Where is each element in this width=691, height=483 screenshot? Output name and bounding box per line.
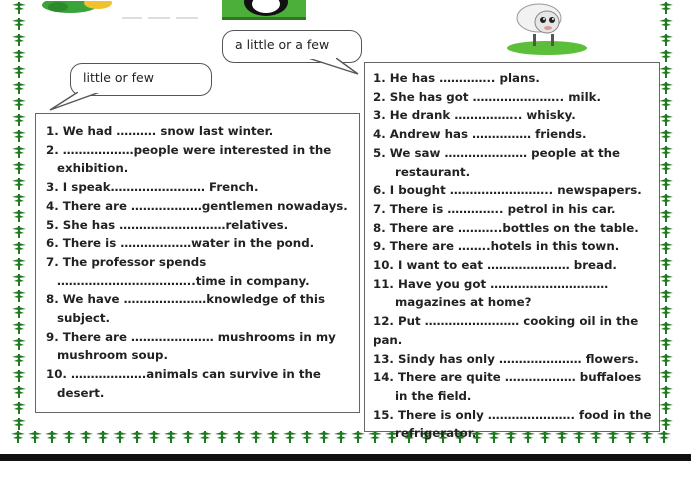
list-item: subject. [57, 311, 111, 326]
list-item: 7. The professor spends [46, 254, 207, 269]
list-item: exhibition. [57, 161, 129, 176]
list-item: 9. There are ……..hotels in this town. [373, 239, 620, 254]
list-item: 15. There is only …………………. food in the [373, 407, 652, 422]
bubble-label-right: a little or a few [235, 37, 330, 52]
list-item: 13. Sindy has only ………………… flowers. [373, 351, 639, 366]
list-item: 4. Andrew has …………… friends. [373, 127, 587, 142]
list-item: 10. I want to eat ………………… bread. [373, 258, 617, 273]
list-item: 2. ………………people were interested in the [46, 142, 332, 157]
list-item: 3. I speak…………………… French. [46, 180, 259, 195]
list-item: 5. She has ………………………relatives. [46, 217, 289, 232]
list-item: in the field. [395, 388, 472, 403]
exercise-box-left [35, 113, 360, 413]
list-item: ……………………………..time in company. [57, 273, 310, 288]
list-item: 14. There are quite ……………… buffaloes [373, 370, 642, 385]
list-item: 6. I bought …………………….. newspapers. [373, 183, 642, 198]
bubble-tail-right [300, 58, 362, 76]
list-item: 2. She has got ………………….. milk. [373, 89, 601, 104]
list-item: 8. We have …………………knowledge of this [46, 292, 325, 307]
list-item: mushroom soup. [57, 348, 168, 363]
bubble-label-left: little or few [83, 70, 154, 85]
exercise-box-right [364, 62, 660, 441]
list-item: 5. We saw ………………… people at the [373, 145, 621, 160]
list-item: 3. He drank …………….. whisky. [373, 108, 576, 123]
palm-border-left [10, 0, 28, 440]
list-item: restaurant. [395, 164, 471, 179]
list-item: 11. Have you got ………………………… [373, 276, 609, 291]
list-item: 6. There is ………………water in the pond. [46, 236, 315, 251]
list-item: 1. He has ………….. plans. [373, 71, 540, 85]
list-item: 12. Put …………………… cooking oil in the pan. [373, 314, 639, 347]
list-item: magazines at home? [395, 295, 532, 310]
list-item: 4. There are ………………gentlemen nowadays. [46, 198, 348, 213]
list-item: 1. We had ………. snow last winter. [46, 124, 274, 138]
exercise-list-right [373, 69, 655, 443]
faint-text-icon [122, 7, 202, 15]
list-item: refrigerator. [395, 426, 477, 441]
bottom-divider [0, 454, 691, 461]
list-item: 7. There is ………….. petrol in his car. [373, 201, 616, 216]
bottom-strip [0, 451, 691, 483]
vegetables-icon [40, 0, 116, 14]
exercise-list-left [46, 122, 351, 403]
list-item: 8. There are ………..bottles on the table. [373, 220, 639, 235]
panda-icon [222, 0, 306, 20]
list-item: 9. There are ………………… mushrooms in my [46, 329, 336, 344]
sheep-icon [503, 0, 591, 56]
list-item: 10. ……………….animals can survive in the [46, 367, 321, 382]
bubble-tail-left [48, 92, 106, 112]
list-item: desert. [57, 385, 105, 400]
